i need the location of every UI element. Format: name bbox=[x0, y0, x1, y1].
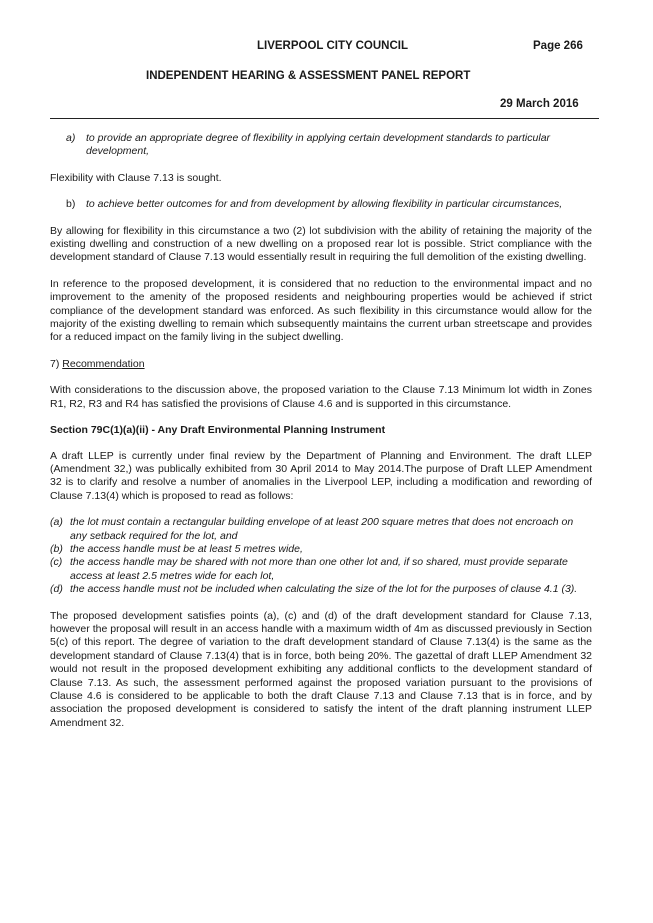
clause-item bbox=[50, 543, 592, 556]
objective-a-label: a) bbox=[66, 132, 76, 144]
clause-label: (a) bbox=[50, 516, 63, 529]
council-name: LIVERPOOL CITY COUNCIL bbox=[257, 40, 409, 52]
clause-label: (c) bbox=[50, 556, 63, 569]
header-divider bbox=[50, 118, 599, 119]
report-date: 29 March 2016 bbox=[500, 98, 579, 110]
report-title: INDEPENDENT HEARING & ASSESSMENT PANEL REPORT bbox=[146, 70, 471, 82]
clause-item bbox=[50, 556, 592, 583]
clause-text: the lot must contain a rectangular building envelope of at least 200 square metres that does not encroach on any setback required for the lot, and bbox=[70, 516, 574, 542]
clause-text: the access handle may be shared with not more than one other lot and, if so shared, must provide separate access at least 2.5 metres wide for each lot, bbox=[70, 556, 568, 582]
objective-b bbox=[66, 198, 592, 211]
report-body bbox=[50, 132, 592, 743]
flexibility-paragraph: By allowing for flexibility in this circumstance a two (2) lot subdivision with the ability of retaining the majority of the existing dwelling and construction of a new dwelling on a proposed rear lot is possible. Strict compliance with the development standard of Clause 7.13 would essentially result in requiring the full demolition of the existing dwelling. bbox=[50, 224, 592, 264]
page-number: Page 266 bbox=[533, 40, 583, 52]
objective-a bbox=[66, 132, 592, 159]
clause-text: the access handle must not be included when calculating the size of the lot for the purposes of clause 4.1 (3). bbox=[70, 583, 578, 596]
recommendation-paragraph: With considerations to the discussion above, the proposed variation to the Clause 7.13 Minimum lot width in Zones R1, R2, R3 and R4 has satisfied the provisions of Clause 4.6 and is supported in this circumstance. bbox=[50, 384, 592, 410]
draft-llep-paragraph: A draft LLEP is currently under final review by the Department of Planning and Environment. The draft LLEP (Amendment 32,) was publically exhibited from 30 April 2014 to May 2014.The purpose of Draft LLEP Amendment 32 is to clarify and resolve a number of anomalies in the Liverpool LEP, including a modification and rewording of Clause 7.13(4) which is proposed to read as follows: bbox=[50, 449, 592, 502]
objective-b-label: b) bbox=[66, 198, 76, 211]
clause-item bbox=[50, 516, 592, 543]
recommendation-label: Recommendation bbox=[62, 357, 145, 370]
section-heading: Section 79C(1)(a)(ii) - Any Draft Environmental Planning Instrument bbox=[50, 424, 386, 437]
clause-label: (d) bbox=[50, 583, 63, 596]
objective-b-text: to achieve better outcomes for and from development by allowing flexibility in particular circumstances, bbox=[86, 198, 563, 211]
clause-list bbox=[50, 516, 592, 596]
flexibility-sought: Flexibility with Clause 7.13 is sought. bbox=[50, 171, 222, 184]
assessment-paragraph: The proposed development satisfies points (a), (c) and (d) of the draft development standard for Clause 7.13, however the proposal will result in an access handle with a maximum width of 4m as discussed previously in Section 5(c) of this report. The degree of variation to the draft development standard of Clause 7.13(4) is the same as the development standard of Clause 7.13(4) that is in force, both being 20%. The gazettal of draft LLEP Amendment 32 would not result in the proposed development exhibiting any additional conflicts to the development standard of Clause 7.13. As such, the assessment performed against the proposed variation pursuant to the provisions of Clause 4.6 is considered to be applicable to both the draft Clause 7.13 and Clause 7.13 that is in force, and by association the proposed development is considered to satisfy the intent of the draft planning instrument LLEP Amendment 32. bbox=[50, 609, 592, 729]
clause-item bbox=[50, 583, 592, 596]
objective-a-text: to provide an appropriate degree of flexibility in applying certain development standards to particular development, bbox=[86, 132, 551, 158]
recommendation-heading bbox=[50, 358, 592, 371]
reference-paragraph: In reference to the proposed development, it is considered that no reduction to the environmental impact and no improvement to the amenity of the proposed residents and neighbouring properties would be achieved if strict compliance of the development standard was enforced. As such flexibility in this circumstance would allow for the majority of the existing dwelling to remain which subsequently maintains the current urban streetscape and provides for a reduced impact on the family living in the subject dwelling. bbox=[50, 277, 592, 344]
recommendation-number: 7) bbox=[50, 357, 60, 370]
clause-text: the access handle must be at least 5 metres wide, bbox=[70, 542, 303, 555]
clause-label: (b) bbox=[50, 542, 63, 555]
